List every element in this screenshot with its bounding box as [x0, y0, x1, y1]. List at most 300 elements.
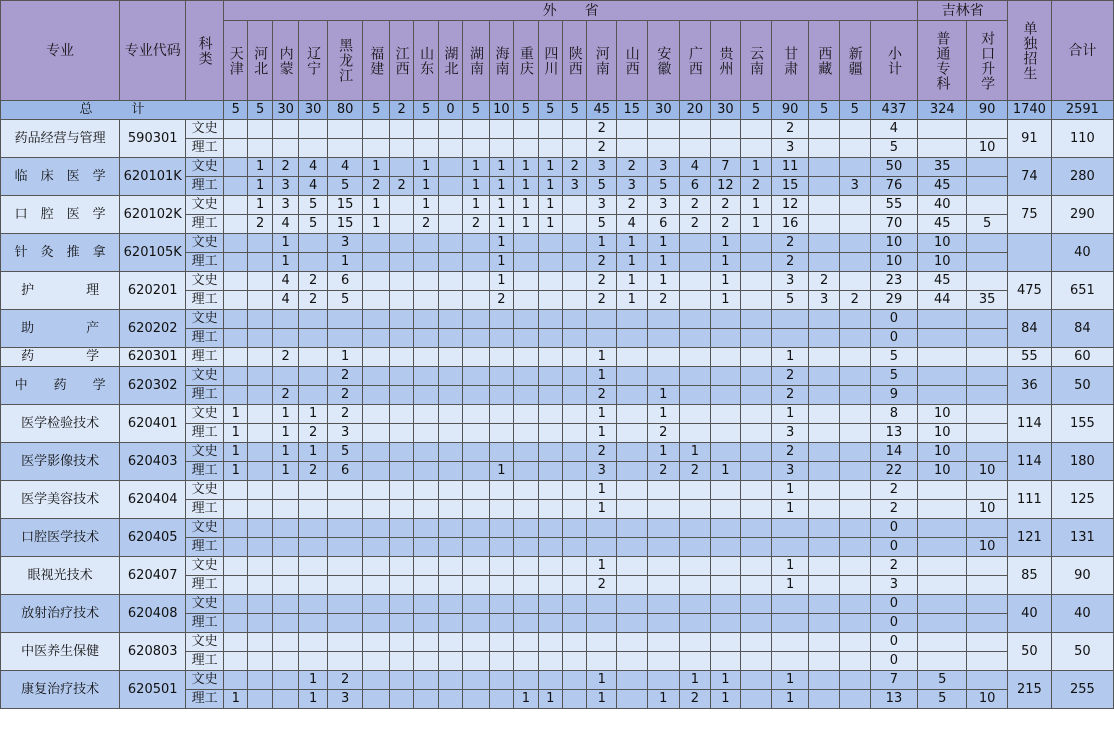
total-cell: 5 — [839, 101, 870, 120]
subject-category: 理工 — [186, 253, 224, 272]
quota-cell — [299, 139, 328, 158]
quota-cell — [809, 158, 840, 177]
quota-cell — [680, 500, 711, 519]
quota-cell — [489, 519, 513, 538]
quota-cell — [363, 500, 389, 519]
quota-cell: 1 — [463, 177, 489, 196]
quota-cell — [248, 690, 272, 709]
quota-cell: 5 — [918, 671, 967, 690]
quota-cell — [224, 500, 248, 519]
quota-cell — [463, 576, 489, 595]
quota-cell — [224, 120, 248, 139]
single-enrollment-cell: 114 — [1007, 443, 1051, 481]
total-cell: 80 — [327, 101, 363, 120]
quota-cell: 1 — [489, 177, 513, 196]
major-name: 临 床 医 学 — [1, 158, 120, 196]
quota-cell — [224, 139, 248, 158]
quota-cell — [489, 576, 513, 595]
quota-cell — [809, 690, 840, 709]
quota-cell — [463, 652, 489, 671]
quota-cell — [414, 120, 438, 139]
quota-cell — [272, 633, 298, 652]
quota-cell — [363, 538, 389, 557]
single-enrollment-cell: 40 — [1007, 595, 1051, 633]
quota-cell: 4 — [870, 120, 918, 139]
quota-cell — [389, 576, 413, 595]
quota-cell — [438, 215, 462, 234]
quota-cell: 1 — [224, 443, 248, 462]
major-name: 中医养生保健 — [1, 633, 120, 671]
quota-cell — [680, 253, 711, 272]
quota-cell — [809, 652, 840, 671]
quota-cell — [587, 329, 617, 348]
subject-category: 理工 — [186, 177, 224, 196]
quota-cell — [538, 348, 562, 367]
quota-cell — [248, 557, 272, 576]
quota-cell — [616, 500, 647, 519]
quota-cell: 2 — [272, 348, 298, 367]
quota-cell: 0 — [870, 329, 918, 348]
quota-cell: 1 — [771, 576, 809, 595]
subject-category: 理工 — [186, 139, 224, 158]
major-total-cell: 290 — [1051, 196, 1113, 234]
quota-cell: 1 — [272, 253, 298, 272]
quota-cell — [224, 671, 248, 690]
quota-cell — [489, 614, 513, 633]
total-cell: 5 — [538, 101, 562, 120]
quota-cell — [538, 120, 562, 139]
quota-cell: 35 — [918, 158, 967, 177]
quota-cell — [363, 386, 389, 405]
quota-cell: 1 — [710, 690, 741, 709]
quota-cell — [389, 500, 413, 519]
quota-cell — [710, 329, 741, 348]
quota-cell — [563, 367, 587, 386]
quota-cell — [839, 348, 870, 367]
quota-cell — [514, 614, 538, 633]
quota-cell: 1 — [771, 671, 809, 690]
major-code: 590301 — [120, 120, 186, 158]
table-row — [1, 443, 1114, 462]
quota-cell — [538, 291, 562, 310]
quota-cell — [680, 424, 711, 443]
quota-cell — [587, 614, 617, 633]
quota-cell — [248, 481, 272, 500]
quota-cell — [710, 481, 741, 500]
quota-cell — [224, 272, 248, 291]
quota-cell — [809, 386, 840, 405]
total-cell: 30 — [299, 101, 328, 120]
quota-cell: 7 — [870, 671, 918, 690]
subtotal-header: 小计 — [870, 21, 918, 101]
quota-cell: 2 — [587, 120, 617, 139]
quota-cell — [438, 462, 462, 481]
quota-cell — [224, 253, 248, 272]
quota-cell: 55 — [870, 196, 918, 215]
quota-cell — [741, 272, 772, 291]
quota-cell — [839, 500, 870, 519]
quota-cell — [741, 386, 772, 405]
quota-cell — [414, 671, 438, 690]
quota-cell: 3 — [587, 196, 617, 215]
quota-cell: 10 — [967, 538, 1008, 557]
quota-cell: 1 — [771, 481, 809, 500]
quota-cell — [809, 405, 840, 424]
single-enrollment-cell: 75 — [1007, 196, 1051, 234]
quota-cell — [616, 443, 647, 462]
major-total-cell: 84 — [1051, 310, 1113, 348]
quota-cell — [680, 576, 711, 595]
quota-cell — [248, 291, 272, 310]
quota-cell: 10 — [967, 500, 1008, 519]
quota-cell — [741, 367, 772, 386]
quota-cell: 2 — [587, 253, 617, 272]
quota-cell — [514, 272, 538, 291]
quota-cell — [438, 329, 462, 348]
quota-cell — [538, 405, 562, 424]
single-enrollment-cell: 91 — [1007, 120, 1051, 158]
quota-cell — [248, 576, 272, 595]
quota-cell — [248, 652, 272, 671]
quota-cell — [839, 329, 870, 348]
quota-cell — [839, 310, 870, 329]
quota-cell: 4 — [299, 158, 328, 177]
quota-cell — [363, 576, 389, 595]
quota-cell — [389, 348, 413, 367]
quota-cell — [839, 120, 870, 139]
quota-cell — [463, 538, 489, 557]
quota-cell: 2 — [327, 671, 363, 690]
quota-cell — [389, 215, 413, 234]
quota-cell: 2 — [463, 215, 489, 234]
quota-cell — [414, 595, 438, 614]
quota-cell — [489, 500, 513, 519]
quota-cell — [514, 424, 538, 443]
quota-cell — [327, 595, 363, 614]
major-total-cell: 40 — [1051, 234, 1113, 272]
subject-category: 文史 — [186, 443, 224, 462]
quota-cell — [389, 120, 413, 139]
quota-cell — [224, 196, 248, 215]
quota-cell — [299, 329, 328, 348]
quota-cell — [514, 557, 538, 576]
quota-cell — [741, 139, 772, 158]
quota-cell — [839, 215, 870, 234]
table-row — [1, 158, 1114, 177]
quota-cell — [771, 310, 809, 329]
quota-cell: 3 — [327, 690, 363, 709]
quota-cell: 1 — [538, 177, 562, 196]
quota-cell: 2 — [647, 424, 680, 443]
jilin-header: 吉林省 — [918, 1, 1008, 21]
quota-cell: 44 — [918, 291, 967, 310]
quota-cell — [616, 348, 647, 367]
quota-cell — [248, 386, 272, 405]
quota-cell — [967, 481, 1008, 500]
quota-cell — [839, 367, 870, 386]
quota-cell: 1 — [616, 272, 647, 291]
quota-cell — [514, 120, 538, 139]
quota-cell: 3 — [771, 272, 809, 291]
quota-cell — [563, 443, 587, 462]
quota-cell — [363, 253, 389, 272]
quota-cell — [299, 633, 328, 652]
quota-cell — [680, 405, 711, 424]
quota-cell: 1 — [299, 443, 328, 462]
quota-cell — [438, 196, 462, 215]
province-header: 陕西 — [563, 21, 587, 101]
quota-cell: 0 — [870, 519, 918, 538]
quota-cell — [463, 443, 489, 462]
quota-cell — [438, 310, 462, 329]
subject-category: 理工 — [186, 500, 224, 519]
subject-category: 理工 — [186, 386, 224, 405]
quota-cell — [299, 386, 328, 405]
quota-cell — [414, 272, 438, 291]
quota-cell — [389, 367, 413, 386]
quota-cell — [438, 291, 462, 310]
quota-cell — [414, 481, 438, 500]
quota-cell: 1 — [587, 348, 617, 367]
single-enrollment-cell: 85 — [1007, 557, 1051, 595]
province-header: 广西 — [680, 21, 711, 101]
quota-cell — [538, 139, 562, 158]
major-name: 护 理 — [1, 272, 120, 310]
quota-cell: 3 — [587, 158, 617, 177]
quota-cell: 5 — [327, 443, 363, 462]
quota-cell — [248, 671, 272, 690]
quota-cell — [839, 595, 870, 614]
quota-cell — [563, 633, 587, 652]
quota-cell — [489, 671, 513, 690]
quota-cell: 6 — [647, 215, 680, 234]
quota-cell — [538, 519, 562, 538]
quota-cell — [389, 329, 413, 348]
quota-cell — [538, 614, 562, 633]
quota-cell — [771, 652, 809, 671]
quota-cell — [680, 633, 711, 652]
quota-cell — [224, 386, 248, 405]
quota-cell: 2 — [327, 405, 363, 424]
quota-cell: 10 — [967, 690, 1008, 709]
major-name: 放射治疗技术 — [1, 595, 120, 633]
quota-cell — [538, 595, 562, 614]
quota-cell — [538, 424, 562, 443]
quota-cell: 16 — [771, 215, 809, 234]
quota-cell: 2 — [299, 291, 328, 310]
quota-cell: 15 — [327, 196, 363, 215]
total-cell: 5 — [363, 101, 389, 120]
quota-cell — [809, 671, 840, 690]
quota-cell: 8 — [870, 405, 918, 424]
quota-cell — [647, 652, 680, 671]
quota-cell: 2 — [710, 196, 741, 215]
quota-cell — [463, 462, 489, 481]
quota-cell — [299, 234, 328, 253]
quota-cell — [918, 367, 967, 386]
quota-cell — [741, 443, 772, 462]
quota-cell — [248, 329, 272, 348]
quota-cell — [616, 690, 647, 709]
quota-cell — [248, 614, 272, 633]
quota-cell — [514, 367, 538, 386]
quota-cell — [563, 253, 587, 272]
quota-cell: 2 — [870, 481, 918, 500]
quota-cell: 13 — [870, 424, 918, 443]
quota-cell — [587, 310, 617, 329]
quota-cell — [967, 595, 1008, 614]
quota-cell — [563, 557, 587, 576]
quota-cell — [463, 519, 489, 538]
quota-cell: 2 — [563, 158, 587, 177]
quota-cell — [538, 253, 562, 272]
quota-cell: 1 — [538, 215, 562, 234]
quota-cell: 5 — [587, 177, 617, 196]
total-cell: 10 — [489, 101, 513, 120]
quota-cell — [680, 614, 711, 633]
total-cell: 20 — [680, 101, 711, 120]
quota-cell — [967, 158, 1008, 177]
major-total-cell: 125 — [1051, 481, 1113, 519]
quota-cell — [363, 234, 389, 253]
quota-cell — [967, 177, 1008, 196]
major-name: 口腔医学技术 — [1, 519, 120, 557]
quota-cell: 2 — [299, 462, 328, 481]
single-enrollment-cell: 50 — [1007, 633, 1051, 671]
quota-cell: 1 — [647, 386, 680, 405]
quota-cell: 1 — [647, 690, 680, 709]
quota-cell — [272, 139, 298, 158]
quota-cell — [389, 386, 413, 405]
quota-cell — [363, 367, 389, 386]
quota-cell — [967, 424, 1008, 443]
quota-cell — [438, 633, 462, 652]
major-code: 620405 — [120, 519, 186, 557]
quota-cell — [438, 481, 462, 500]
quota-cell: 1 — [489, 196, 513, 215]
quota-cell — [839, 614, 870, 633]
quota-cell — [438, 177, 462, 196]
major-total-cell: 110 — [1051, 120, 1113, 158]
quota-cell — [563, 215, 587, 234]
quota-cell: 2 — [809, 272, 840, 291]
major-total-cell: 50 — [1051, 367, 1113, 405]
subject-category: 文史 — [186, 196, 224, 215]
quota-cell — [248, 272, 272, 291]
quota-cell — [616, 310, 647, 329]
province-header: 江西 — [389, 21, 413, 101]
quota-cell — [389, 443, 413, 462]
subject-category: 理工 — [186, 652, 224, 671]
quota-cell: 1 — [299, 690, 328, 709]
quota-cell — [463, 557, 489, 576]
quota-cell — [538, 443, 562, 462]
subject-category: 文史 — [186, 272, 224, 291]
quota-cell — [224, 481, 248, 500]
quota-cell — [616, 671, 647, 690]
single-enrollment-cell: 36 — [1007, 367, 1051, 405]
quota-cell — [647, 348, 680, 367]
quota-cell — [414, 386, 438, 405]
quota-cell: 1 — [489, 462, 513, 481]
quota-cell — [514, 310, 538, 329]
quota-cell — [363, 652, 389, 671]
quota-cell: 1 — [272, 424, 298, 443]
quota-cell — [809, 443, 840, 462]
quota-cell — [363, 291, 389, 310]
quota-cell — [224, 234, 248, 253]
quota-cell: 1 — [710, 671, 741, 690]
province-header: 湖南 — [463, 21, 489, 101]
province-header: 黑龙江 — [327, 21, 363, 101]
total-cell: 30 — [272, 101, 298, 120]
quota-cell — [272, 690, 298, 709]
quota-cell — [463, 386, 489, 405]
quota-cell: 5 — [967, 215, 1008, 234]
total-cell: 5 — [809, 101, 840, 120]
total-cell: 45 — [587, 101, 617, 120]
quota-cell — [414, 424, 438, 443]
quota-cell — [538, 386, 562, 405]
quota-cell — [741, 405, 772, 424]
quota-cell: 2 — [771, 234, 809, 253]
quota-cell — [363, 348, 389, 367]
province-header: 云南 — [741, 21, 772, 101]
quota-cell — [710, 595, 741, 614]
subject-category: 文史 — [186, 310, 224, 329]
quota-cell — [363, 424, 389, 443]
quota-cell — [389, 310, 413, 329]
quota-cell — [538, 272, 562, 291]
quota-cell: 1 — [224, 424, 248, 443]
quota-cell: 1 — [514, 177, 538, 196]
quota-cell: 1 — [741, 158, 772, 177]
quota-cell — [918, 576, 967, 595]
quota-cell — [809, 557, 840, 576]
major-name: 医学美容技术 — [1, 481, 120, 519]
quota-cell — [967, 443, 1008, 462]
quota-cell — [918, 348, 967, 367]
category-header: 科类 — [186, 1, 224, 101]
quota-cell — [389, 538, 413, 557]
quota-cell — [680, 652, 711, 671]
quota-cell: 1 — [771, 500, 809, 519]
quota-cell: 1 — [616, 291, 647, 310]
quota-cell: 4 — [680, 158, 711, 177]
major-name: 药 学 — [1, 348, 120, 367]
quota-cell — [299, 500, 328, 519]
quota-cell: 45 — [918, 272, 967, 291]
quota-cell — [809, 253, 840, 272]
quota-cell — [248, 462, 272, 481]
quota-cell — [809, 367, 840, 386]
quota-cell — [918, 519, 967, 538]
province-header: 天津 — [224, 21, 248, 101]
quota-cell: 1 — [616, 234, 647, 253]
total-cell: 90 — [771, 101, 809, 120]
quota-cell: 1 — [514, 158, 538, 177]
table-header — [1, 1, 1114, 101]
subject-category: 文史 — [186, 405, 224, 424]
quota-cell: 10 — [918, 462, 967, 481]
quota-cell — [809, 310, 840, 329]
quota-cell — [363, 405, 389, 424]
quota-cell — [514, 291, 538, 310]
table-row — [1, 234, 1114, 253]
quota-cell — [463, 234, 489, 253]
quota-cell — [489, 557, 513, 576]
table-row — [1, 671, 1114, 690]
